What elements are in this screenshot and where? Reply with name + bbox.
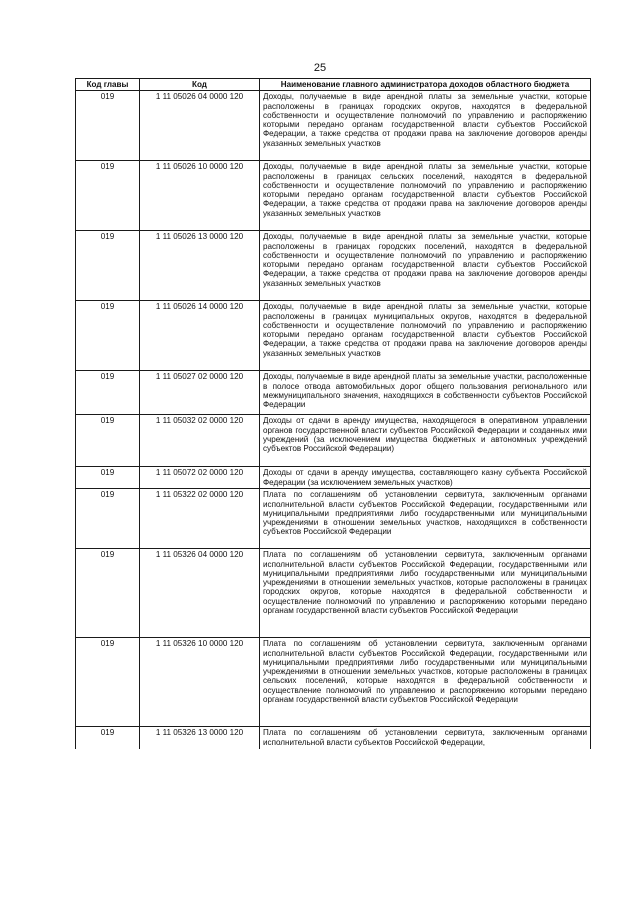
row-code: 1 11 05322 02 0000 120 — [140, 489, 260, 549]
table-row — [76, 467, 591, 489]
row-code: 1 11 05026 04 0000 120 — [140, 91, 260, 161]
table-row — [76, 91, 591, 161]
row-name: Плата по соглашениям об установлении сервитута, заключенным органами исполнительной власти субъектов Российской Федерации, государственными или муниципальными предприятиями либо государственными или муниципальными учреждениями в отношении земельных участков, которые расположены в границах сельских поселений, которые находятся в федеральной собственности и осуществление полномочий по управлению и распоряжению которыми передано органам государственной власти субъектов Российской Федерации — [260, 638, 591, 727]
header-code: Код — [140, 79, 260, 91]
row-code: 1 11 05032 02 0000 120 — [140, 415, 260, 467]
row-code: 1 11 05026 10 0000 120 — [140, 161, 260, 231]
table-row — [76, 301, 591, 371]
table-row — [76, 415, 591, 467]
table-row — [76, 231, 591, 301]
row-code: 1 11 05027 02 0000 120 — [140, 371, 260, 415]
row-name: Доходы, получаемые в виде арендной платы за земельные участки, которые расположены в границах муниципальных округов, находятся в федеральной собственности и осуществление полномочий по управлению и распоряжению которыми передано органам государственной власти субъектов Российской Федерации, а также средства от продажи права на заключение договоров аренды указанных земельных участков — [260, 301, 591, 371]
row-chapter-code: 019 — [76, 371, 140, 415]
table-row — [76, 161, 591, 231]
row-name: Доходы от сдачи в аренду имущества, находящегося в оперативном управлении органов государственной власти субъектов Российской Федерации и созданных ими учреждений (за исключением имущества бюджетных и автономных учреждений субъектов Российской Федерации) — [260, 415, 591, 467]
header-chapter-code: Код главы — [76, 79, 140, 91]
row-chapter-code: 019 — [76, 91, 140, 161]
row-chapter-code: 019 — [76, 301, 140, 371]
header-name: Наименование главного администратора доходов областного бюджета — [260, 79, 591, 91]
row-name: Доходы, получаемые в виде арендной платы за земельные участки, которые расположены в границах городских округов, находятся в федеральной собственности и осуществление полномочий по управлению и распоряжению которыми передано органам государственной власти субъектов Российской Федерации, а также средства от продажи права на заключение договоров аренды указанных земельных участков — [260, 91, 591, 161]
table-row — [76, 638, 591, 727]
row-code: 1 11 05026 13 0000 120 — [140, 231, 260, 301]
row-name: Доходы, получаемые в виде арендной платы за земельные участки, расположенные в полосе отвода автомобильных дорог общего пользования регионального или межмуниципального значения, находящихся в собственности субъектов Российской Федерации — [260, 371, 591, 415]
row-name: Плата по соглашениям об установлении сервитута, заключенным органами исполнительной власти субъектов Российской Федерации, государственными или муниципальными предприятиями либо государственными или муниципальными учреждениями в отношении земельных участков, находящихся в собственности субъектов Российской Федерации — [260, 489, 591, 549]
revenue-codes-table — [75, 78, 591, 749]
row-chapter-code: 019 — [76, 727, 140, 750]
table-row — [76, 489, 591, 549]
row-chapter-code: 019 — [76, 161, 140, 231]
row-name: Доходы, получаемые в виде арендной платы за земельные участки, которые расположены в границах сельских поселений, находятся в федеральной собственности и осуществление полномочий по управлению и распоряжению которыми передано органам государственной власти субъектов Российской Федерации, а также средства от продажи права на заключение договоров аренды указанных земельных участков — [260, 161, 591, 231]
row-name: Доходы от сдачи в аренду имущества, составляющего казну субъекта Российской Федерации (за исключением земельных участков) — [260, 467, 591, 489]
table-row — [76, 549, 591, 638]
row-chapter-code: 019 — [76, 415, 140, 467]
row-code: 1 11 05326 04 0000 120 — [140, 549, 260, 638]
row-chapter-code: 019 — [76, 489, 140, 549]
row-code: 1 11 05326 13 0000 120 — [140, 727, 260, 750]
row-name: Плата по соглашениям об установлении сервитута, заключенным органами исполнительной власти субъектов Российской Федерации, государственными или муниципальными предприятиями либо государственными или муниципальными учреждениями в отношении земельных участков, которые расположены в границах городских округов, которые находятся в федеральной собственности и осуществление полномочий по управлению и распоряжению которыми передано органам государственной власти субъектов Российской Федерации — [260, 549, 591, 638]
row-chapter-code: 019 — [76, 467, 140, 489]
table-row — [76, 727, 591, 750]
row-code: 1 11 05026 14 0000 120 — [140, 301, 260, 371]
row-code: 1 11 05326 10 0000 120 — [140, 638, 260, 727]
row-name: Плата по соглашениям об установлении сервитута, заключенным органами исполнительной власти субъектов Российской Федерации, — [260, 727, 591, 750]
row-chapter-code: 019 — [76, 231, 140, 301]
row-name: Доходы, получаемые в виде арендной платы за земельные участки, которые расположены в границах городских поселений, находятся в федеральной собственности и осуществление полномочий по управлению и распоряжению которыми передано органам государственной власти субъектов Российской Федерации, а также средства от продажи права на заключение договоров аренды указанных земельных участков — [260, 231, 591, 301]
page-number: 25 — [313, 62, 327, 74]
row-chapter-code: 019 — [76, 638, 140, 727]
row-code: 1 11 05072 02 0000 120 — [140, 467, 260, 489]
table-row — [76, 371, 591, 415]
row-chapter-code: 019 — [76, 549, 140, 638]
table-header-row — [76, 79, 591, 91]
